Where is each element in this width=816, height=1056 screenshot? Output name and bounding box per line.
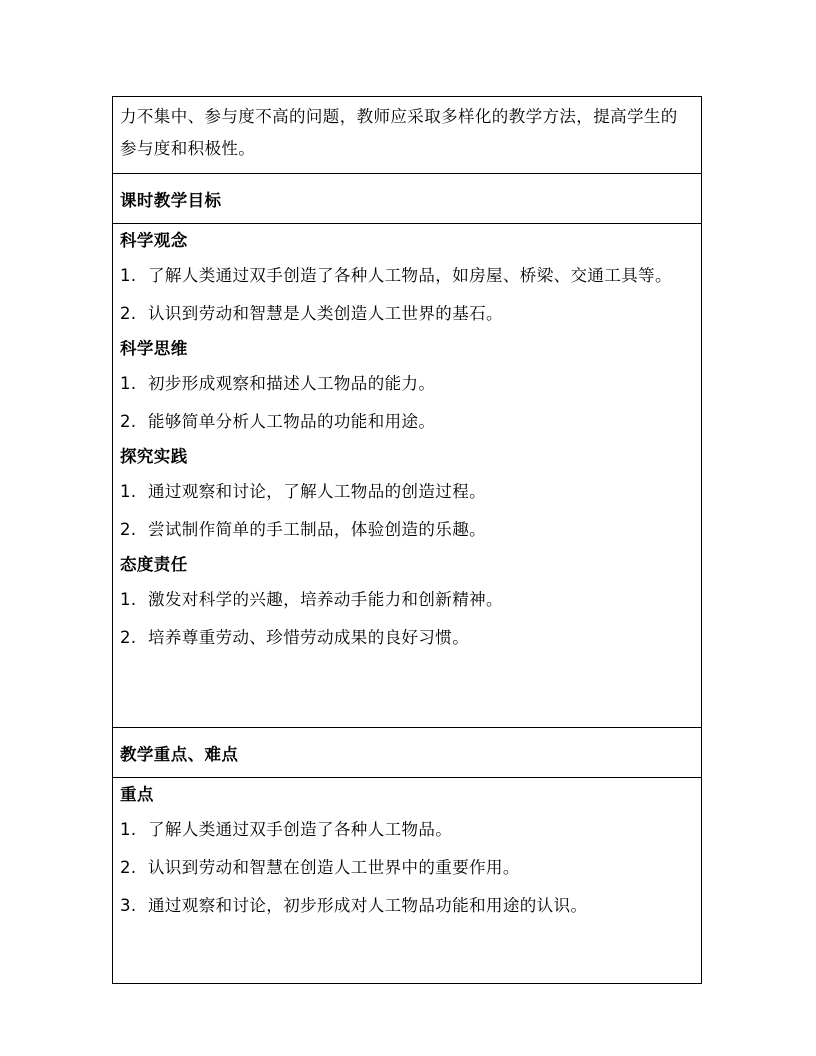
item-text: 了解人类通过双手创造了各种人工物品，如房屋、桥梁、交通工具等。 [148, 266, 672, 285]
item-number: 1. [120, 590, 137, 609]
focus-group-key-points [120, 782, 694, 922]
goal-item [120, 298, 694, 330]
goal-group-science-concept [120, 228, 694, 330]
goal-item [120, 514, 694, 546]
focus-item [120, 814, 694, 846]
item-text: 能够简单分析人工物品的功能和用途。 [148, 412, 436, 431]
goal-group-attitude-responsibility [120, 552, 694, 654]
item-number: 2. [120, 520, 137, 539]
goal-item [120, 476, 694, 508]
goal-item [120, 260, 694, 292]
item-number: 1. [120, 820, 137, 839]
item-number: 1. [120, 482, 137, 501]
goals-content-row [113, 223, 701, 727]
item-text: 认识到劳动和智慧在创造人工世界中的重要作用。 [148, 858, 520, 877]
focus-heading-row [113, 727, 701, 777]
item-number: 2. [120, 304, 137, 323]
item-text: 了解人类通过双手创造了各种人工物品。 [148, 820, 453, 839]
goal-group-heading: 科学观念 [120, 231, 188, 250]
intro-paragraph: 力不集中、参与度不高的问题，教师应采取多样化的教学方法，提高学生的参与度和积极性。 [120, 107, 678, 158]
item-text: 通过观察和讨论，了解人工物品的创造过程。 [148, 482, 486, 501]
goals-section-title: 课时教学目标 [120, 190, 222, 210]
goal-item [120, 622, 694, 654]
goal-group-heading: 科学思维 [120, 339, 188, 358]
lesson-plan-table [112, 96, 702, 984]
item-text: 培养尊重劳动、珍惜劳动成果的良好习惯。 [148, 628, 470, 647]
item-number: 2. [120, 858, 137, 877]
focus-content-row [113, 777, 701, 983]
goal-item [120, 406, 694, 438]
item-number: 1. [120, 374, 137, 393]
goal-group-inquiry-practice [120, 444, 694, 546]
item-number: 1. [120, 266, 137, 285]
item-number: 3. [120, 896, 137, 915]
item-text: 通过观察和讨论，初步形成对人工物品功能和用途的认识。 [148, 896, 588, 915]
goal-item [120, 368, 694, 400]
goal-item [120, 584, 694, 616]
item-text: 尝试制作简单的手工制品，体验创造的乐趣。 [148, 520, 486, 539]
focus-item [120, 852, 694, 884]
intro-row [113, 97, 701, 173]
goal-group-heading: 探究实践 [120, 447, 188, 466]
focus-section-title: 教学重点、难点 [120, 744, 239, 764]
item-text: 激发对科学的兴趣，培养动手能力和创新精神。 [148, 590, 503, 609]
goal-group-science-thinking [120, 336, 694, 438]
goal-group-heading: 态度责任 [120, 555, 188, 574]
goals-heading-row [113, 173, 701, 223]
focus-group-heading: 重点 [120, 785, 154, 804]
focus-item [120, 890, 694, 922]
item-number: 2. [120, 628, 137, 647]
item-text: 认识到劳动和智慧是人类创造人工世界的基石。 [148, 304, 503, 323]
item-text: 初步形成观察和描述人工物品的能力。 [148, 374, 436, 393]
item-number: 2. [120, 412, 137, 431]
